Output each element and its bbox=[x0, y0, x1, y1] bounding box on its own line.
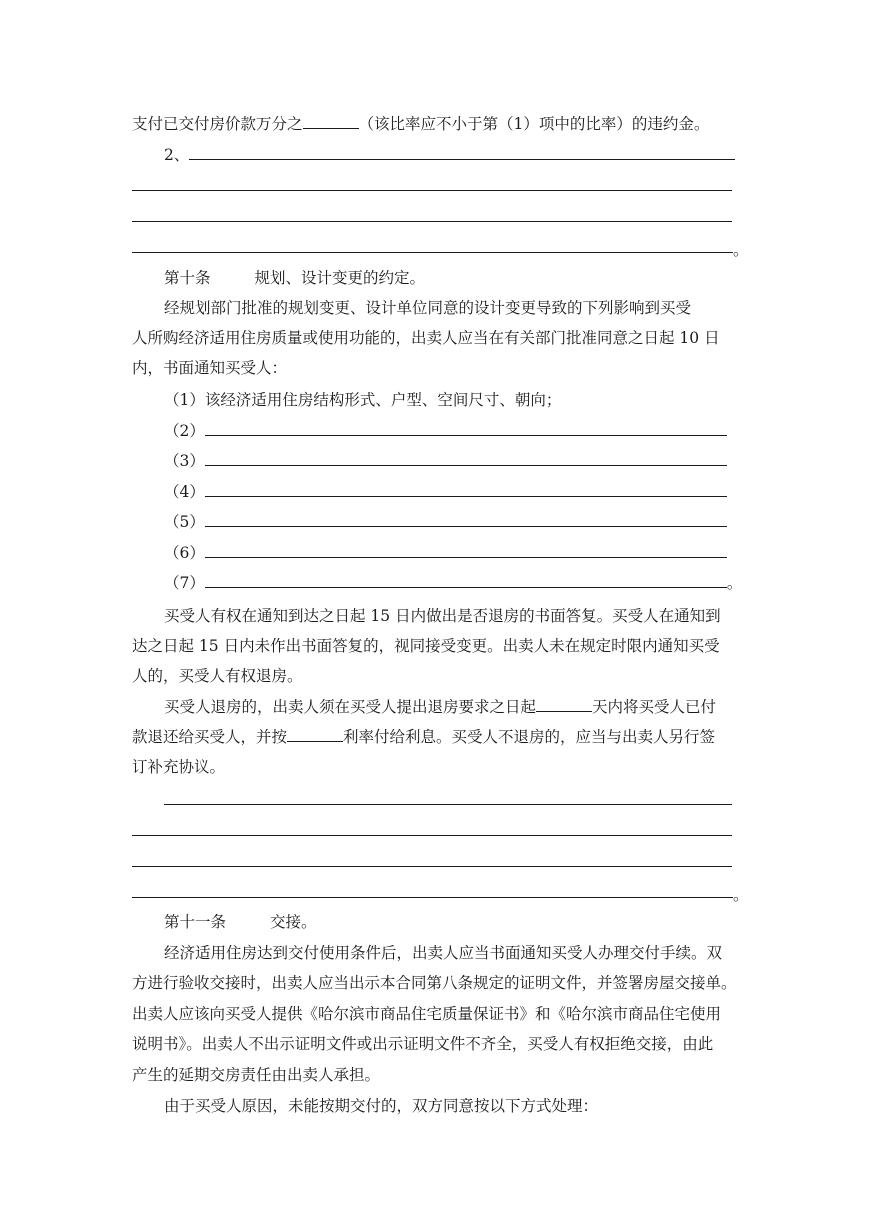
refund-text-a: 买受人退房的，出卖人须在买受人提出退房要求之日起 bbox=[164, 698, 537, 716]
blank-line[interactable] bbox=[132, 866, 732, 867]
paragraph-line: 方进行验收交接时，出卖人应当出示本合同第八条规定的证明文件，并签署房屋交接单。 bbox=[132, 974, 737, 992]
end-period: 。 bbox=[733, 886, 749, 904]
article-11-name: 交接。 bbox=[270, 913, 317, 931]
article-10-name: 规划、设计变更的约定。 bbox=[254, 269, 426, 287]
end-period: 。 bbox=[726, 574, 743, 592]
penalty-text-a: 支付已交付房价款万分之 bbox=[132, 115, 303, 133]
paragraph-line: 达之日起 15 日内未作出书面答复的，视同接受变更。出卖人未在规定时限内通知买受 bbox=[132, 637, 720, 655]
blank-line[interactable] bbox=[132, 190, 732, 191]
end-period: 。 bbox=[733, 241, 749, 259]
refund-line-1 bbox=[164, 697, 716, 717]
item-2-line bbox=[164, 145, 735, 165]
item-2-label: 2、 bbox=[164, 146, 190, 164]
list-item-6 bbox=[164, 543, 727, 563]
paragraph-line: 人所购经济适用住房质量或使用功能的，出卖人应当在有关部门批准同意之日起 10 日 bbox=[132, 329, 720, 347]
blank-line[interactable] bbox=[132, 221, 732, 222]
penalty-rate-line bbox=[132, 114, 709, 134]
list-item-label: （5） bbox=[164, 513, 205, 531]
refund-days-blank[interactable] bbox=[536, 697, 592, 712]
list-item-3 bbox=[164, 451, 727, 471]
paragraph-line: 内，书面通知买受人： bbox=[132, 359, 288, 377]
list-item-label: （2） bbox=[164, 422, 205, 440]
paragraph-line: 买受人有权在通知到达之日起 15 日内做出是否退房的书面答复。买受人在通知到 bbox=[164, 607, 721, 625]
paragraph-line: 产生的延期交房责任由出卖人承担。 bbox=[132, 1066, 381, 1084]
article-10-heading bbox=[164, 268, 425, 288]
list-item-blank[interactable] bbox=[205, 573, 727, 588]
paragraph-line: 订补充协议。 bbox=[132, 758, 226, 776]
list-item-label: （6） bbox=[164, 544, 205, 562]
list-item-4 bbox=[164, 482, 727, 502]
blank-line[interactable] bbox=[132, 897, 733, 898]
list-item-5 bbox=[164, 512, 727, 532]
paragraph-line: 经济适用住房达到交付使用条件后，出卖人应当书面通知买受人办理交付手续。双 bbox=[164, 944, 723, 962]
penalty-text-b: （该比率应不小于第（1）项中的比率）的违约金。 bbox=[358, 115, 710, 133]
article-11-heading bbox=[164, 912, 317, 932]
paragraph-line: 由于买受人原因，未能按期交付的，双方同意按以下方式处理： bbox=[164, 1097, 599, 1115]
refund-text-c: 款退还给买受人，并按 bbox=[132, 728, 288, 746]
paragraph-line: 说明书》。出卖人不出示证明文件或出示证明文件不齐全，买受人有权拒绝交接，由此 bbox=[132, 1035, 714, 1053]
list-item-blank[interactable] bbox=[205, 451, 727, 466]
list-item-blank[interactable] bbox=[205, 543, 727, 558]
list-item-1: （1）该经济适用住房结构形式、户型、空间尺寸、朝向； bbox=[164, 391, 562, 409]
list-item-2 bbox=[164, 421, 727, 441]
blank-line[interactable] bbox=[164, 804, 732, 805]
item-2-blank[interactable] bbox=[189, 145, 735, 160]
article-11-number: 第十一条 bbox=[164, 913, 227, 931]
refund-line-2 bbox=[132, 727, 715, 747]
article-10-number: 第十条 bbox=[164, 269, 211, 287]
list-item-label: （7） bbox=[164, 574, 205, 592]
list-item-label: （3） bbox=[164, 452, 205, 470]
list-item-blank[interactable] bbox=[205, 421, 727, 436]
interest-rate-blank[interactable] bbox=[287, 727, 343, 742]
penalty-rate-blank[interactable] bbox=[303, 114, 359, 129]
list-item-blank[interactable] bbox=[205, 482, 727, 497]
paragraph-line: 经规划部门批准的规划变更、设计单位同意的设计变更导致的下列影响到买受 bbox=[164, 299, 692, 317]
blank-line[interactable] bbox=[132, 835, 732, 836]
paragraph-line: 出卖人应该向买受人提供《哈尔滨市商品住宅质量保证书》和《哈尔滨市商品住宅使用 bbox=[132, 1005, 722, 1023]
list-item-7 bbox=[164, 573, 742, 593]
refund-text-b: 天内将买受人已付 bbox=[592, 698, 717, 716]
paragraph-line: 人的，买受人有权退房。 bbox=[132, 667, 303, 685]
refund-text-d: 利率付给利息。买受人不退房的，应当与出卖人另行签 bbox=[343, 728, 716, 746]
list-item-label: （4） bbox=[164, 483, 205, 501]
list-item-blank[interactable] bbox=[205, 512, 727, 527]
blank-line[interactable] bbox=[132, 252, 733, 253]
